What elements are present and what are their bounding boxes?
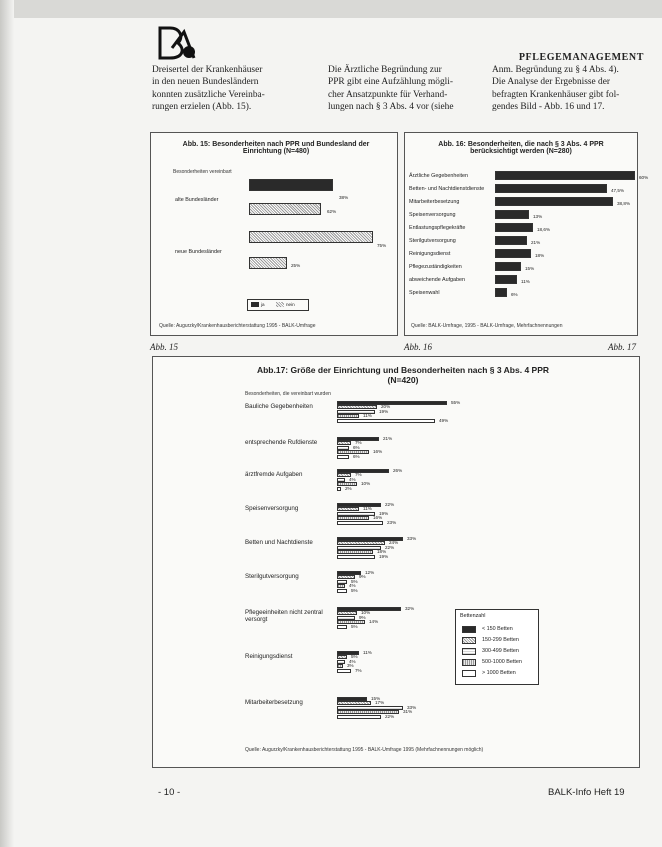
category-label: Ärztliche Gegebenheiten xyxy=(409,173,469,179)
text-line: rungen erzielen (Abb. 15). xyxy=(152,102,252,113)
category-label: Pflegeeinheiten nicht zentral versorgt xyxy=(245,609,323,623)
category-label: Reinigungsdienst xyxy=(245,653,293,660)
figure-16 xyxy=(404,132,649,336)
legend-label: < 150 Betten xyxy=(482,626,513,632)
scan-top-band xyxy=(0,0,662,18)
figure-source: Quelle: Augurzky/Krankenhausberichterstattung 1995 - BALK-Umfrage 1995 (Mehrfachnennungen möglich) xyxy=(245,747,484,753)
text-line: PPR gibt eine Aufzählung mögli- xyxy=(328,77,453,88)
bar xyxy=(337,611,357,615)
caption-15: Abb. 15 xyxy=(150,342,178,352)
text-line: cher Ansatzpunkte für Verhand- xyxy=(328,89,448,100)
data-label: 2% xyxy=(345,485,352,491)
data-label: 11% xyxy=(363,506,372,512)
bar xyxy=(337,550,373,554)
bar xyxy=(495,210,529,219)
data-label: 11% xyxy=(521,279,530,284)
bar-ja-neue xyxy=(249,231,373,243)
category-label: Entlastungspflegekräfte xyxy=(409,225,466,231)
bar xyxy=(495,275,517,284)
bar xyxy=(337,616,355,620)
data-label: 15% xyxy=(525,266,535,271)
data-label: 5% xyxy=(351,623,358,629)
data-label: 23% xyxy=(387,519,397,525)
data-label: 7% xyxy=(355,440,362,446)
text-line: gendes Bild - Abb. 16 und 17. xyxy=(492,102,605,113)
bar xyxy=(337,414,359,418)
scan-left-shadow xyxy=(0,0,14,847)
figure-source: Quelle: Augurzky/Krankenhausberichterstattung 1995 - BALK-Umfrage xyxy=(159,323,316,329)
data-label: 4% xyxy=(349,476,356,482)
bar xyxy=(337,584,345,588)
category-label: abweichende Aufgaben xyxy=(409,277,466,283)
bar xyxy=(337,541,385,545)
data-label: 4% xyxy=(349,658,356,664)
legend-swatch xyxy=(462,670,476,677)
bar xyxy=(337,516,369,520)
bar xyxy=(337,546,381,550)
data-label: 5% xyxy=(351,578,358,584)
bar xyxy=(495,197,613,206)
bar xyxy=(337,401,447,405)
category-label: Sterilgutversorgung xyxy=(409,238,456,244)
data-label: 15% xyxy=(371,696,381,701)
legend-box xyxy=(455,609,539,685)
bar xyxy=(337,405,377,409)
data-label: 20% xyxy=(381,404,391,410)
caption-17: Abb. 17 xyxy=(608,342,636,352)
category-label: Betten- und Nachtdienstdienste xyxy=(409,186,485,192)
bar xyxy=(337,660,345,664)
data-label: 9% xyxy=(359,614,366,620)
data-label: 17% xyxy=(375,700,385,706)
data-label: 19% xyxy=(379,408,389,414)
data-label: 7% xyxy=(355,472,362,478)
category-label: Reinigungsdienst xyxy=(409,251,451,257)
category-label: Sterilgutversorgung xyxy=(245,573,299,580)
data-label: 6% xyxy=(511,292,518,297)
data-label: 22% xyxy=(385,713,395,719)
figure-title: Abb. 15: Besonderheiten nach PPR und Bundesland der Einrichtung (N=480) xyxy=(182,141,370,155)
bar-nein-neue xyxy=(249,257,287,269)
text-line: Die Analyse der Ergebnisse der xyxy=(492,77,611,88)
data-label: 33% xyxy=(407,536,417,541)
data-label: 4% xyxy=(349,583,356,589)
legend-swatch xyxy=(462,626,476,633)
data-label: 32% xyxy=(405,606,415,611)
bar xyxy=(337,669,351,673)
data-label: 6% xyxy=(353,453,360,459)
figure-source: Quelle: BALK-Umfrage, 1995 - BALK-Umfrage, Mehrfachnennungen xyxy=(411,323,563,329)
data-label: 24% xyxy=(389,540,399,546)
data-label: 31% xyxy=(403,709,413,715)
bar-ja-alte xyxy=(249,179,333,191)
data-label: 38,8% xyxy=(617,201,631,206)
figure-subtitle: Besonderheiten, die vereinbart wurden xyxy=(245,391,331,397)
category-label: Speisenversorgung xyxy=(409,212,456,218)
category-label: Bauliche Gegebenheiten xyxy=(245,403,313,410)
data-label: 6% xyxy=(353,444,360,450)
legend-label: nein xyxy=(286,302,295,307)
bar xyxy=(337,625,347,629)
bar xyxy=(337,419,435,423)
legend-title: Bettenzahl xyxy=(460,613,486,619)
category-label: neue Bundesländer xyxy=(175,249,222,255)
text-column-1 xyxy=(152,64,302,114)
bar-nein-alte xyxy=(249,203,321,215)
data-label: 11% xyxy=(363,650,372,655)
data-label: 49% xyxy=(439,417,449,423)
bar xyxy=(337,478,345,482)
legend-label: 500-1000 Betten xyxy=(482,659,522,665)
bar xyxy=(337,512,375,516)
text-column-2 xyxy=(328,64,478,114)
bar xyxy=(337,441,351,445)
data-label: 33% xyxy=(407,704,417,710)
figure-17 xyxy=(152,356,640,768)
legend-swatch xyxy=(462,648,476,655)
legend-label: ja xyxy=(261,302,265,307)
data-label: 26% xyxy=(393,468,403,473)
text-line: lungen nach § 3 Abs. 4 vor (siehe xyxy=(328,102,454,113)
figure-title: Abb. 16: Besonderheiten, die nach § 3 Abs. 4 PPR berücksichtigt werden (N=280) xyxy=(438,141,604,155)
bar xyxy=(337,715,381,719)
text-line: Dreisertel der Krankenhäuser xyxy=(152,65,263,75)
bar xyxy=(337,706,403,710)
figure-15: Abb. 15: Besonderheiten nach PPR und Bundesland der Einrichtung (N=480) Besonderheiten vereinbart alte Bundesländer neue Bundesländer 38% 62% 75% 25% ja nein Quelle: Augurzky/Krankenhausberichterstattung 1995 - BALK-Umfrage xyxy=(150,132,398,336)
bar xyxy=(495,223,533,232)
data-label: 19% xyxy=(379,510,389,516)
data-label: 12% xyxy=(365,570,375,575)
figure-subtitle: Besonderheiten vereinbart xyxy=(173,169,232,175)
journal-name: BALK-Info Heft 19 xyxy=(548,787,625,798)
bar xyxy=(337,455,349,459)
data-label: 7% xyxy=(355,667,362,673)
bar xyxy=(495,288,507,297)
bar xyxy=(337,701,371,705)
bar xyxy=(337,507,359,511)
data-label: 22% xyxy=(385,544,395,550)
data-label: 18% xyxy=(535,253,545,258)
text-line: befragten Krankenhäuser gibt fol- xyxy=(492,89,620,100)
data-label: 16% xyxy=(373,449,383,455)
data-label: 60% xyxy=(639,175,649,180)
bar xyxy=(337,589,347,593)
text-line: in den neuen Bundesländern xyxy=(152,77,259,88)
bar xyxy=(337,469,389,473)
figure-title: Abb.17: Größe der Einrichtung und Besonderheiten nach § 3 Abs. 4 PPR (N=420) xyxy=(256,365,550,385)
page-number: - 10 - xyxy=(158,787,181,798)
category-label: Mitarbeiterbesetzung xyxy=(409,199,460,205)
data-label: 55% xyxy=(451,400,461,405)
category-label: Betten und Nachtdienste xyxy=(245,539,313,546)
data-label: 18,6% xyxy=(537,227,551,232)
bar xyxy=(337,655,347,659)
category-label: Speisenversorgung xyxy=(245,505,299,512)
data-label: 22% xyxy=(385,502,395,507)
category-label: Mitarbeiterbesetzung xyxy=(245,699,303,706)
bar xyxy=(495,249,531,258)
category-label: alte Bundesländer xyxy=(175,197,219,203)
data-label: 16% xyxy=(373,515,383,521)
legend-box xyxy=(247,299,309,311)
bar xyxy=(337,580,347,584)
bar xyxy=(337,697,367,701)
bar xyxy=(495,236,527,245)
data-label: 13% xyxy=(533,214,543,219)
legend-label: > 1000 Betten xyxy=(482,670,516,676)
data-label: 5% xyxy=(351,587,358,593)
category-label: entsprechende Rufdienste xyxy=(245,439,318,446)
section-heading: PFLEGEMANAGEMENT xyxy=(518,52,644,63)
data-label: 11% xyxy=(363,413,372,419)
legend-swatch xyxy=(462,659,476,666)
category-label: ärztfremde Aufgaben xyxy=(245,471,303,478)
bar xyxy=(337,664,343,668)
legend-swatch xyxy=(462,637,476,644)
text-column-3 xyxy=(492,64,642,114)
data-label: 5% xyxy=(351,654,358,660)
data-label: 47,5% xyxy=(611,188,625,193)
category-label: Speisenwahl xyxy=(409,290,440,296)
bar xyxy=(337,521,383,525)
data-label: 14% xyxy=(369,619,379,625)
bar xyxy=(337,555,375,559)
bar xyxy=(337,571,361,575)
bar xyxy=(495,262,521,271)
bar xyxy=(337,446,349,450)
data-label: 18% xyxy=(377,549,387,555)
balk-logo-icon xyxy=(156,24,198,62)
text-line: Die Ärztliche Begründung zur xyxy=(328,65,442,75)
bar xyxy=(337,503,381,507)
data-label: 10% xyxy=(361,481,371,487)
category-label: Pflegezuständigkeiten xyxy=(409,264,462,270)
data-label: 3% xyxy=(347,663,354,669)
data-label: 21% xyxy=(531,240,541,245)
data-label: 9% xyxy=(359,574,366,580)
text-line: konnten zusätzliche Vereinba- xyxy=(152,89,265,100)
bar xyxy=(495,184,607,193)
legend-label: 150-299 Betten xyxy=(482,637,519,643)
bar xyxy=(337,487,341,491)
bar xyxy=(495,171,635,180)
text-line: Anm. Begründung zu § 4 Abs. 4). xyxy=(492,65,619,75)
data-label: 21% xyxy=(383,436,393,441)
data-label: 19% xyxy=(379,553,389,559)
legend-label: 300-499 Betten xyxy=(482,648,519,654)
caption-16: Abb. 16 xyxy=(404,342,432,352)
data-label: 10% xyxy=(361,610,371,616)
